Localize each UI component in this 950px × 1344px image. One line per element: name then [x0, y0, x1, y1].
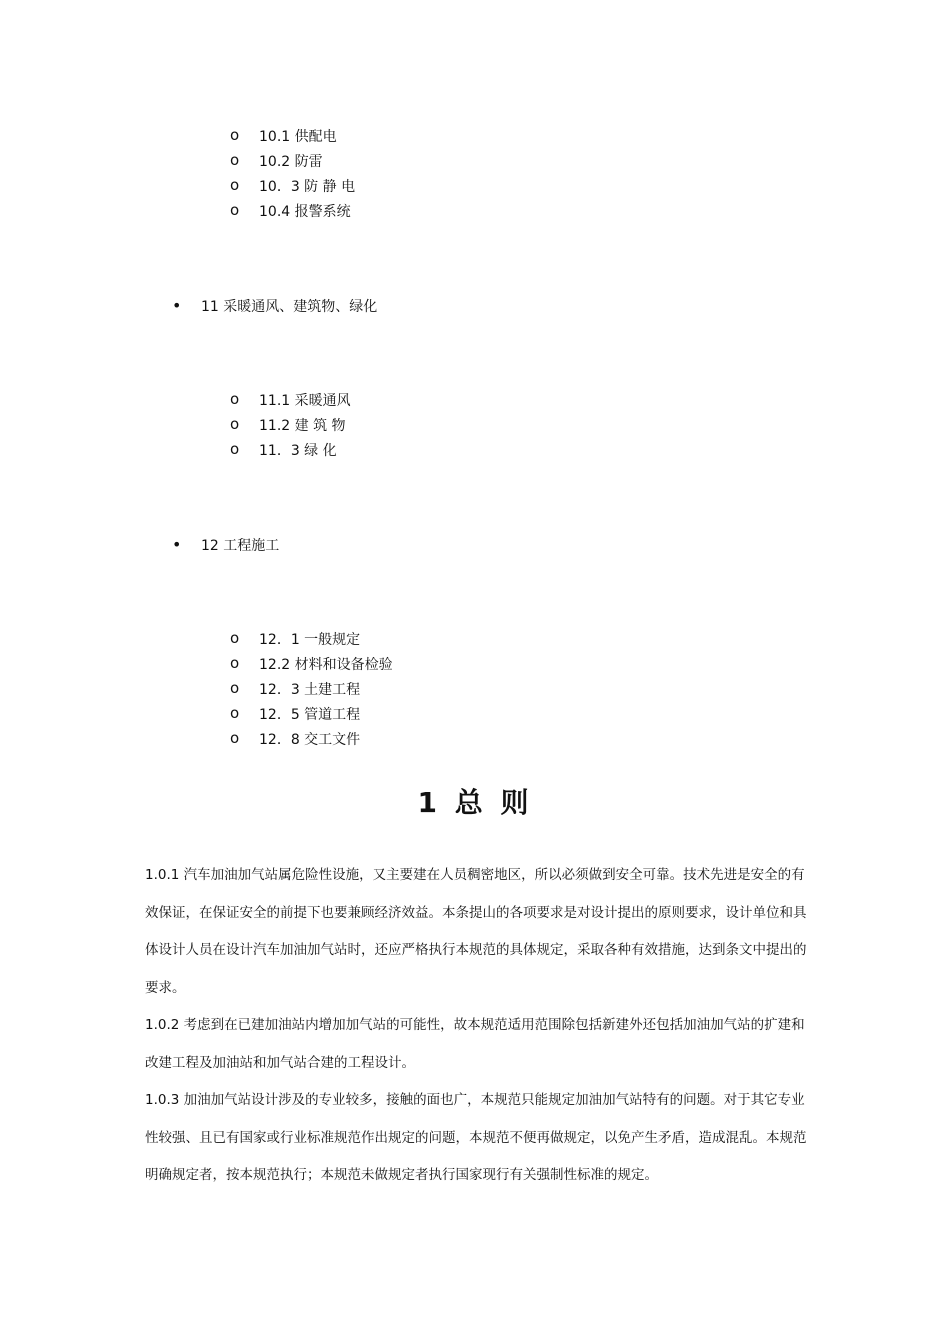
toc-item-10-4[interactable]: 10.4 报警系统	[259, 204, 351, 220]
list-marker: o	[230, 151, 240, 169]
list-marker: o	[230, 201, 240, 219]
list-bullet: •	[172, 296, 182, 315]
list-marker: o	[230, 654, 240, 672]
list-marker: o	[230, 629, 240, 647]
toc-item-10-1[interactable]: 10.1 供配电	[259, 129, 337, 145]
toc-item-12-2[interactable]: 12.2 材料和设备检验	[259, 657, 393, 673]
list-marker: o	[230, 679, 240, 697]
list-marker: o	[230, 390, 240, 408]
list-marker: o	[230, 176, 240, 194]
toc-item-11-2[interactable]: 11.2 建 筑 物	[259, 418, 346, 434]
list-marker: o	[230, 440, 240, 458]
list-marker: o	[230, 126, 240, 144]
toc-item-12-5[interactable]: 12．5 管道工程	[259, 707, 361, 723]
toc-item-12-3[interactable]: 12．3 土建工程	[259, 682, 361, 698]
list-bullet: •	[172, 535, 182, 554]
list-marker: o	[230, 729, 240, 747]
paragraph-1-0-2: 1.0.2 考虑到在已建加油站内增加加气站的可能性，故本规范适用范围除包括新建外还包括加油加气站的扩建和改建工程及加油站和加气站合建的工程设计。	[145, 1017, 805, 1071]
toc-item-11-3[interactable]: 11．3 绿 化	[259, 443, 337, 459]
list-marker: o	[230, 415, 240, 433]
list-marker: o	[230, 704, 240, 722]
toc-item-12-8[interactable]: 12．8 交工文件	[259, 732, 361, 748]
toc-item-11-1[interactable]: 11.1 采暖通风	[259, 393, 351, 409]
paragraph-1-0-1: 1.0.1 汽车加油加气站属危险性设施，又主要建在人员稠密地区，所以必须做到安全可靠。技术先进是安全的有效保证，在保证安全的前提下也要兼顾经济效益。本条提山的各项要求是对设计提出的原则要求，设计单位和具体设计人员在设计汽车加油加气站时，还应严格执行本规范的具体规定，采取各种有效措施，达到条文中提出的要求。	[145, 867, 807, 996]
toc-item-11[interactable]: 11 采暖通风、建筑物、绿化	[201, 299, 378, 315]
toc-item-12[interactable]: 12 工程施工	[201, 538, 280, 554]
paragraph-1-0-3: 1.0.3 加油加气站设计涉及的专业较多，接触的面也广，本规范只能规定加油加气站特有的问题。对于其它专业性较强、且已有国家或行业标准规范作出规定的问题，本规范不便再做规定，以免产生矛盾，造成混乱。本规范明确规定者，按本规范执行；本规范未做规定者执行国家现行有关强制性标准的规定。	[145, 1092, 807, 1183]
toc-item-10-2[interactable]: 10.2 防雷	[259, 154, 323, 170]
toc-item-12-1[interactable]: 12．1 一般规定	[259, 632, 361, 648]
section-body	[145, 857, 810, 1195]
section-title: 1 总 则	[417, 786, 533, 819]
toc-item-10-3[interactable]: 10．3 防 静 电	[259, 179, 356, 195]
